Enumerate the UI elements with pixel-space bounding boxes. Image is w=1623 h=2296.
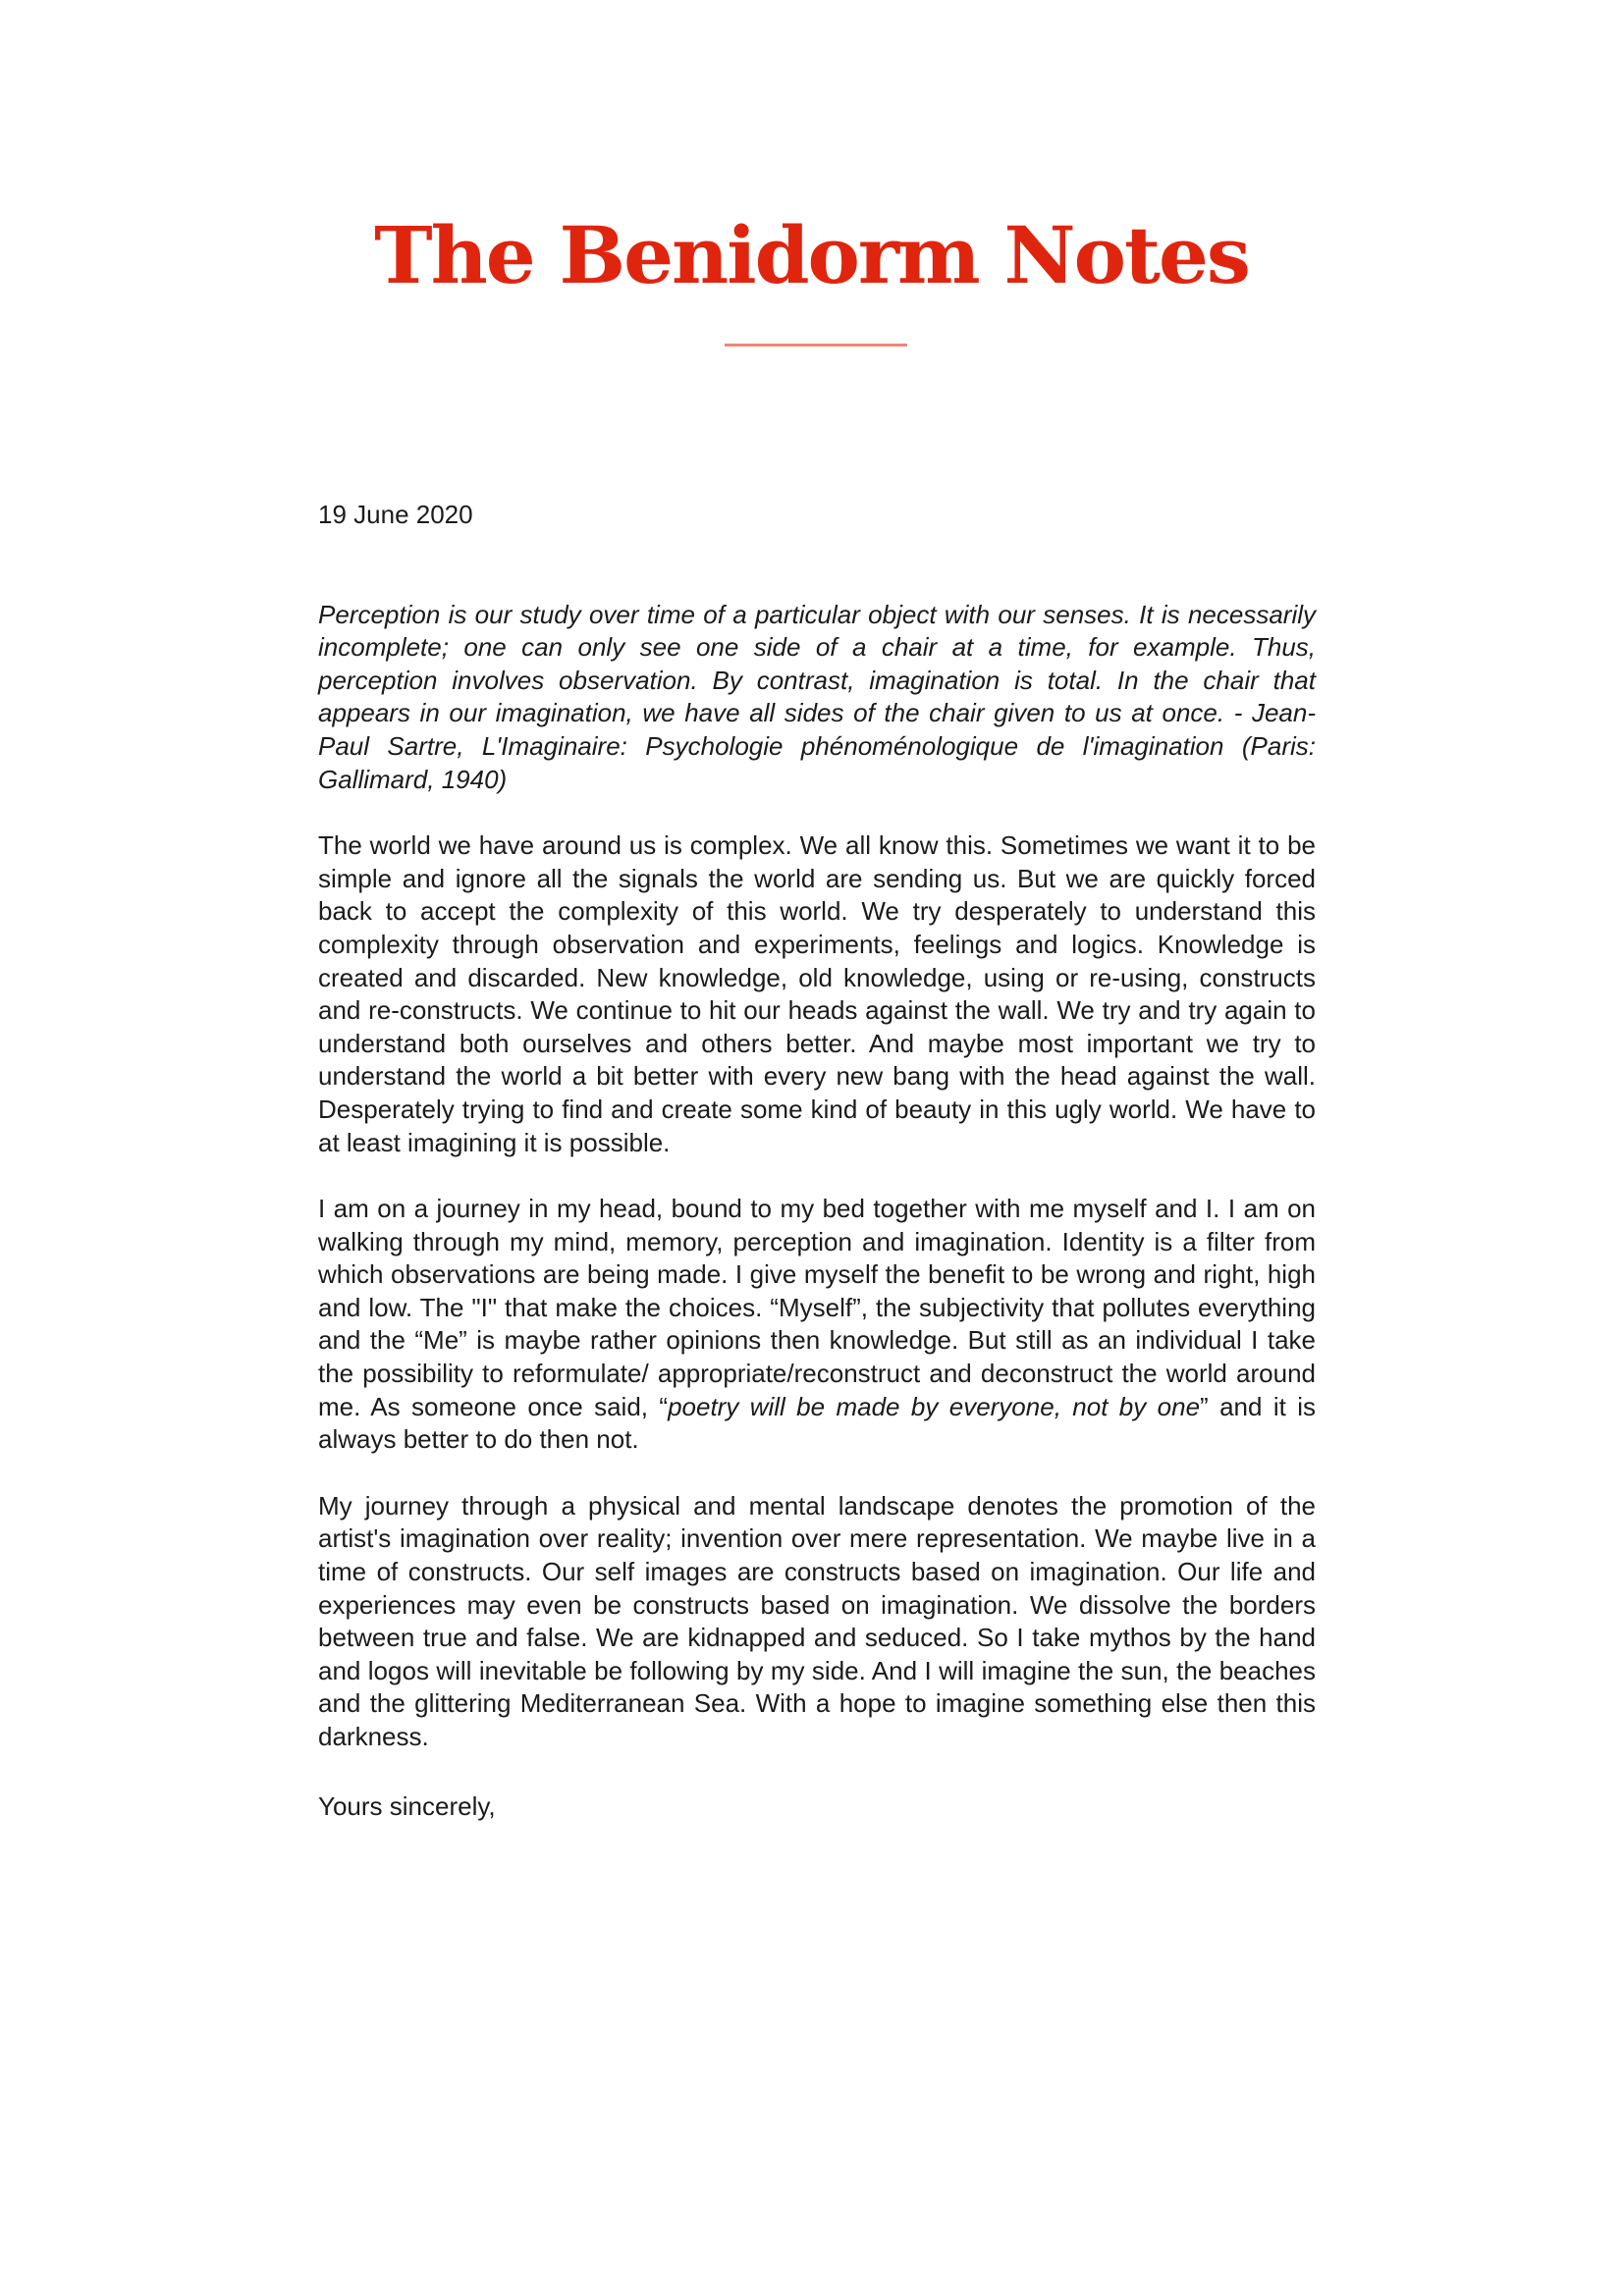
closing-salutation: Yours sincerely, bbox=[318, 1790, 496, 1821]
epigraph-quote: Perception is our study over time of a particular object with our senses. It is necessarily incomplete; one can only see one side of a chair at a time, for example. Thus, perception involves observation. By contrast, imagination is total. In the chair that appears in our imagination, we have all sides of the chair given to us at once. - Jean-Paul Sartre, L'Imaginaire: Psychologie phénoménologique de l'imagination (Paris: Gallimard, 1940) bbox=[318, 599, 1316, 794]
body-paragraph-2 bbox=[318, 1193, 1316, 1457]
title-underline-divider bbox=[725, 344, 907, 347]
letter-date: 19 June 2020 bbox=[318, 500, 473, 529]
paragraph-2-inline-quote: poetry will be made by everyone, not by one bbox=[668, 1391, 1201, 1421]
body-paragraph-3: My journey through a physical and mental landscape denotes the promotion of the artist's imagination over reality; invention over mere representation. We maybe live in a time of constructs. Our self images are constructs based on imagination. Our life and experiences may even be constructs based on imagination. We dissolve the borders between true and false. We are kidnapped and seduced. So I take mythos by the hand and logos will inevitable be following by my side. And I will imagine the sun, the beaches and the glittering Mediterranean Sea. With a hope to imagine something else then this darkness. bbox=[318, 1490, 1316, 1751]
letter-body bbox=[318, 499, 1316, 1823]
document-title: The Benidorm Notes bbox=[374, 209, 1249, 301]
body-paragraph-1: The world we have around us is complex. We all know this. Sometimes we want it to be simple and ignore all the signals the world are sending us. But we are quickly forced back to accept the complexity of this world. We try desperately to understand this complexity through observation and experiments, feelings and logics. Knowledge is created and discarded. New knowledge, old knowledge, using or re-using, constructs and re-constructs. We continue to hit our heads against the wall. We try and try again to understand both ourselves and others better. And maybe most important we try to understand the world a bit better with every new bang with the head against the wall. Desperately trying to find and create some kind of beauty in this ugly world. We have to at least imagining it is possible. bbox=[318, 830, 1316, 1157]
paragraph-2-text-after: ” and it is always better to do then not. bbox=[318, 1391, 1316, 1455]
paragraph-2-text-before: I am on a journey in my head, bound to my bed together with me myself and I. I am on walking through my mind, memory, perception and imagination. Identity is a filter from which observations are being made. I give myself the benefit to be wrong and right, high and low. The "I" that make the choices. “Myself”, the subjectivity that pollutes everything and the “Me” is maybe rather opinions then knowledge. But still as an individual I take the possibility to reformulate/ appropriate/reconstruct and deconstruct the world around me. As someone once said, “ bbox=[318, 1194, 1316, 1421]
